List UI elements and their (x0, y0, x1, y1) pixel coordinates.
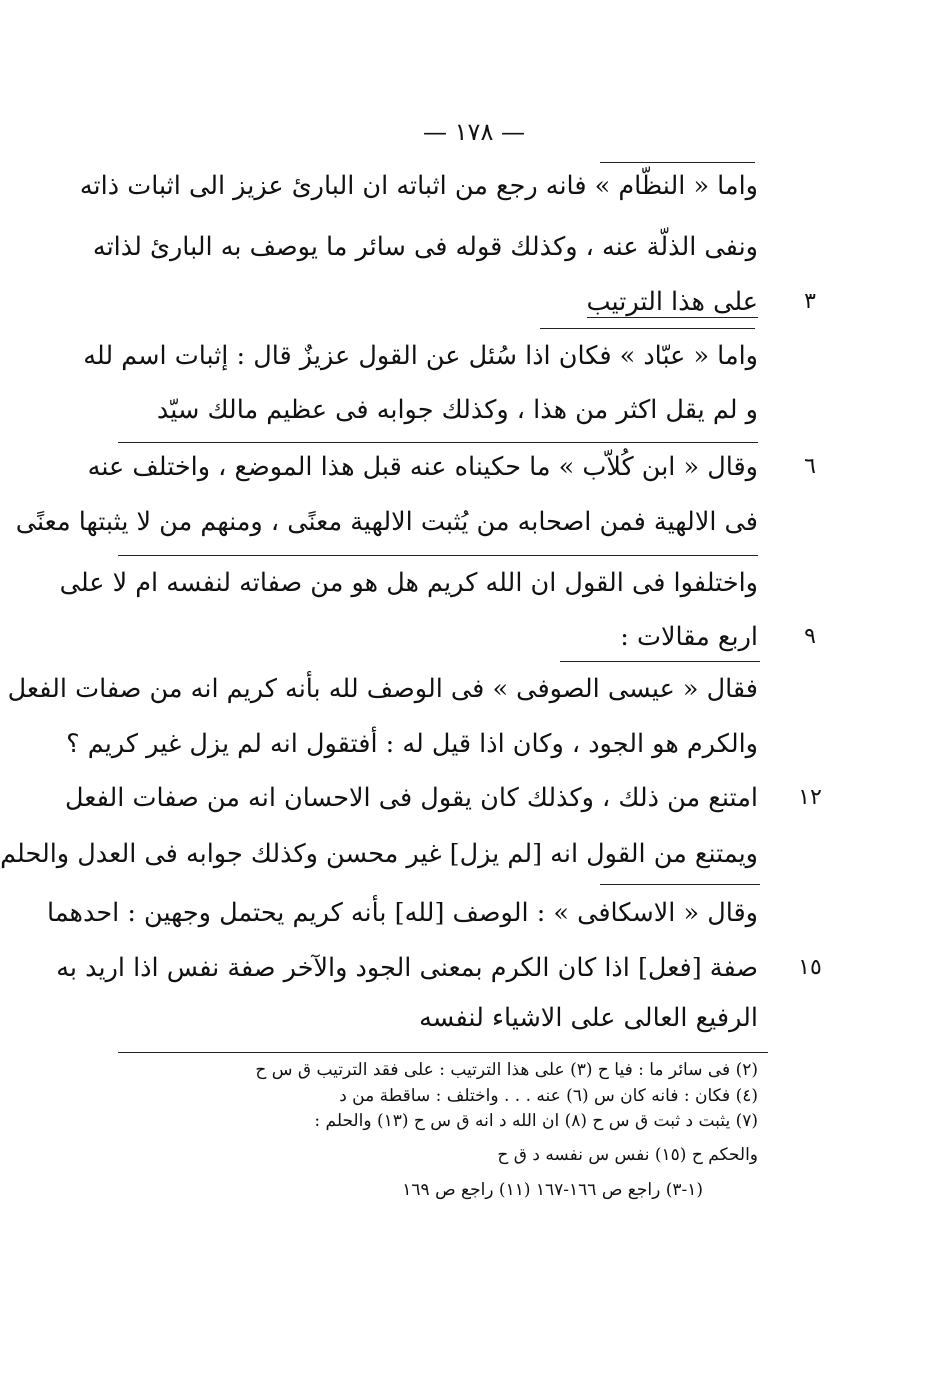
text-line: اربع مقالات : (620, 622, 758, 652)
text-line: امتنع من ذلك ، وكذلك كان يقول فى الاحسان انه من صفات الفعل (64, 783, 758, 813)
text-line: وقال « ابن كُلاّب » ما حكيناه عنه قبل هذا الموضع ، واختلف عنه (87, 452, 758, 482)
footnote-rule (118, 1052, 768, 1053)
paragraph-rule (540, 328, 755, 329)
text-line: ونفى الذلّة عنه ، وكذلك قوله فى سائر ما يوصف به البارئ لذاته (92, 232, 758, 262)
line-number: ٦ (804, 454, 816, 479)
text-line: واما « عبّاد » فكان اذا سُئل عن القول عزيزٌ قال : إثبات اسم لله (83, 341, 758, 371)
footnote-line: (١-٣) راجع ص ١٦٦-١٦٧ (١١) راجع ص ١٦٩ (402, 1180, 703, 1200)
footnote-line: (٤) فكان : فانه كان س (٦) عنه . . . واختلف : ساقطة من د (339, 1086, 758, 1106)
text-line: فقال « عيسى الصوفى » فى الوصف لله بأنه كريم انه من صفات الفعل (7, 674, 758, 704)
text-line: وقال « الاسكافى » : الوصف [لله] بأنه كريم يحتمل وجهين : احدهما (47, 898, 758, 928)
text-line: ويمتنع من القول انه [لم يزل] غير محسن وكذلك جوابه فى العدل والحلم (0, 839, 758, 869)
text-line: فى الالهية فمن اصحابه من يُثبت الالهية معنًى ، ومنهم من لا يثبتها معنًى (15, 507, 758, 537)
underlined-phrase: على هذا الترتيب (586, 287, 758, 317)
paragraph-rule (560, 661, 760, 662)
text-line (118, 282, 758, 322)
page-number: — ١٧٨ — (423, 118, 525, 146)
text-line: والكرم هو الجود ، وكان اذا قيل له : أفتقول انه لم يزل غير كريم ؟ (66, 729, 758, 759)
paragraph-rule (118, 442, 758, 443)
text-line: و لم يقل اكثر من هذا ، وكذلك جوابه فى عظيم مالك سيّد (156, 395, 758, 425)
line-number: ٣ (804, 289, 816, 314)
line-number: ١٢ (798, 785, 822, 810)
text-line: الرفيع العالى على الاشياء لنفسه (419, 1003, 758, 1033)
paragraph-rule (118, 555, 758, 556)
text-line: صفة [فعل] اذا كان الكرم بمعنى الجود والآخر صفة نفس اذا اريد به (56, 953, 758, 983)
footnote-line: (٢) فى سائر ما : فيا ح (٣) على هذا الترتيب : على فقد الترتيب ق س ح (255, 1060, 758, 1080)
text-line: واما « النظّام » فانه رجع من اثباته ان البارئ عزيز الى اثبات ذاته (79, 171, 758, 201)
paragraph-rule (600, 884, 760, 885)
footnote-line: (٧) يثبت د ثبت ق س ح (٨) ان الله د انه ق س ح (١٣) والحلم : (314, 1111, 758, 1131)
footnote-line: والحكم ح (١٥) نفس س نفسه د ق ح (497, 1145, 758, 1165)
line-number: ٩ (804, 624, 816, 649)
line-number: ١٥ (798, 955, 822, 980)
paragraph-rule (600, 162, 755, 163)
text-line: واختلفوا فى القول ان الله كريم هل هو من صفاته لنفسه ام لا على (59, 568, 758, 598)
